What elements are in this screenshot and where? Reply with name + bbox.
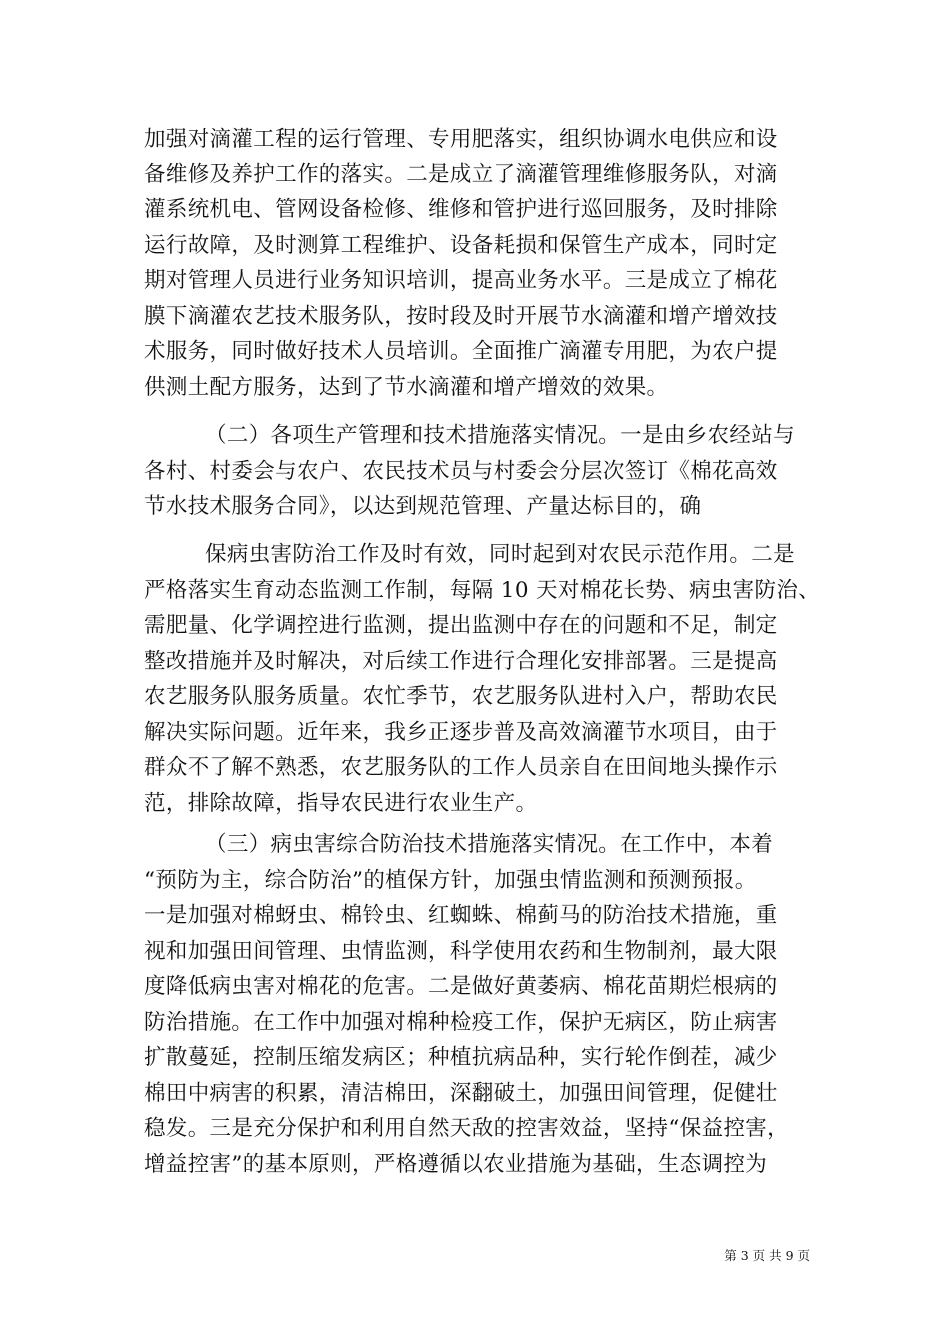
text-line: 群众不了解不熟悉，农艺服务队的工作人员亲自在田间地头操作示 <box>144 755 778 780</box>
text-line: 棉田中病害的积累，清洁棉田，深翻破土，加强田间管理，促健壮 <box>144 1081 778 1106</box>
text-line: 范，排除故障，指导农民进行农业生产。 <box>144 791 538 816</box>
paragraph-start-line: （三）病虫害综合防治技术措施落实情况。在工作中，本着 <box>205 832 774 857</box>
text-line: 解决实际问题。近年来，我乡正逐步普及高效滴灌节水项目，由于 <box>144 720 778 745</box>
text-line: 度降低病虫害对棉花的危害。二是做好黄萎病、棉花苗期烂根病的 <box>144 974 778 999</box>
text-line: 农艺服务队服务质量。农忙季节，农艺服务队进村入户，帮助农民 <box>144 684 778 709</box>
text-line: 备维修及养护工作的落实。二是成立了滴灌管理维修服务队，对滴 <box>144 162 778 187</box>
text-line: 节水技术服务合同》，以达到规范管理、产量达标目的，确 <box>144 494 702 519</box>
page-number-footer: 第 3 页 共 9 页 <box>724 1248 810 1263</box>
text-line: 膜下滴灌农艺技术服务队，按时段及时开展节水滴灌和增产增效技 <box>144 304 778 329</box>
text-line: 增益控害”的基本原则，严格遵循以农业措施为基础，生态调控为 <box>144 1152 768 1177</box>
text-line: “预防为主，综合防治”的植保方针，加强虫情监测和预测预报。 <box>144 868 757 893</box>
text-line: 期对管理人员进行业务知识培训，提高业务水平。三是成立了棉花 <box>144 268 778 293</box>
text-line: 灌系统机电、管网设备检修、维修和管护进行巡回服务，及时排除 <box>144 197 778 222</box>
text-line: 整改措施并及时解决，对后续工作进行合理化安排部署。三是提高 <box>144 649 778 674</box>
text-line: 需肥量、化学调控进行监测，提出监测中存在的问题和不足，制定 <box>144 613 778 638</box>
text-line: 各村、村委会与农户、农民技术员与村委会分层次签订《棉花高效 <box>144 459 778 484</box>
text-line: 运行故障，及时测算工程维护、设备耗损和保管生产成本，同时定 <box>144 233 778 258</box>
text-line: 扩散蔓延，控制压缩发病区；种植抗病品种，实行轮作倒茬，减少 <box>144 1045 778 1070</box>
paragraph-start-line: 保病虫害防治工作及时有效，同时起到对农民示范作用。二是 <box>205 542 795 567</box>
text-line: 供测土配方服务，达到了节水滴灌和增产增效的效果。 <box>144 375 669 400</box>
text-line: 术服务，同时做好技术人员培训。全面推广滴灌专用肥，为农户提 <box>144 339 778 364</box>
text-line: 防治措施。在工作中加强对棉种检疫工作，保护无病区，防止病害 <box>144 1010 778 1035</box>
paragraph-start-line: （二）各项生产管理和技术措施落实情况。一是由乡农经站与 <box>205 423 795 448</box>
text-line: 稳发。三是充分保护和利用自然天敌的控害效益，坚持“保益控害， <box>144 1116 789 1141</box>
text-line: 加强对滴灌工程的运行管理、专用肥落实，组织协调水电供应和设 <box>144 127 778 152</box>
text-line: 一是加强对棉蚜虫、棉铃虫、红蜘蛛、棉蓟马的防治技术措施，重 <box>144 903 778 928</box>
text-line: 视和加强田间管理、虫情监测，科学使用农药和生物制剂，最大限 <box>144 939 778 964</box>
text-line: 严格落实生育动态监测工作制，每隔 10 天对棉花长势、病虫害防治、 <box>144 578 821 603</box>
